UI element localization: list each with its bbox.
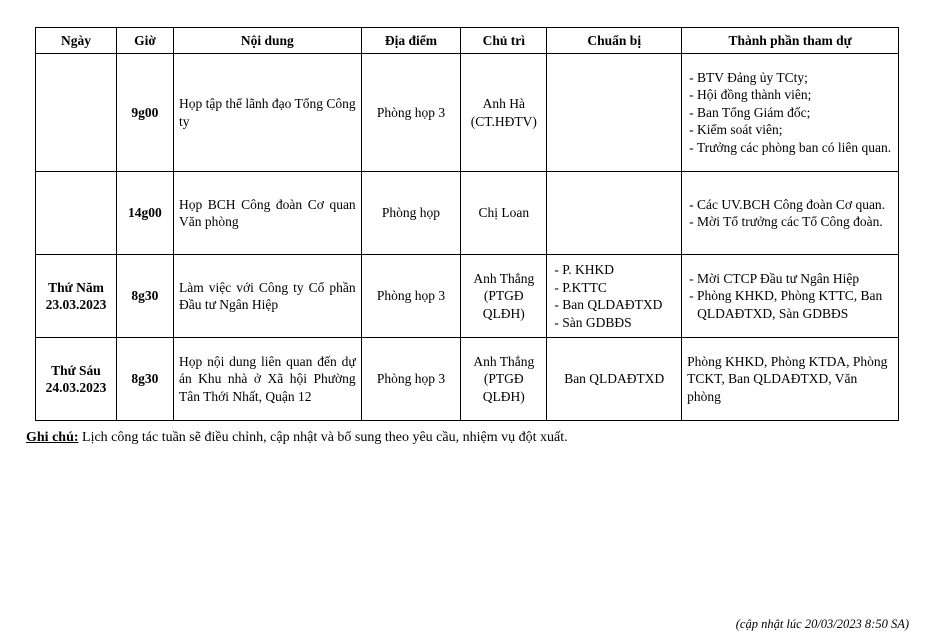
list-item: - Mời CTCP Đầu tư Ngân Hiệp (687, 270, 893, 288)
header-chair: Chủ trì (461, 28, 547, 54)
header-content: Nội dung (173, 28, 361, 54)
header-attendees: Thành phần tham dự (682, 28, 899, 54)
header-prep: Chuẩn bị (547, 28, 682, 54)
list-item: - Trưởng các phòng ban có liên quan. (687, 139, 893, 157)
day-cell (36, 54, 117, 172)
list-item: - BTV Đảng ủy TCty; (687, 69, 893, 87)
header-place: Địa điểm (361, 28, 461, 54)
chair-cell: Anh Thắng (PTGĐ QLĐH) (461, 255, 547, 338)
prep-cell (547, 172, 682, 255)
time-cell: 8g30 (116, 338, 173, 421)
table-row (36, 255, 899, 338)
table-header-row (36, 28, 899, 54)
content-cell: Họp nội dung liên quan đến dự án Khu nhà ở Xã hội Phường Tân Thới Nhất, Quận 12 (173, 338, 361, 421)
list-item: - P.KTTC (552, 279, 676, 297)
chair-cell: Anh Thắng (PTGĐ QLĐH) (461, 338, 547, 421)
content-cell: Họp tập thể lãnh đạo Tổng Công ty (173, 54, 361, 172)
place-cell: Phòng họp 3 (361, 54, 461, 172)
list-item: - Ban Tổng Giám đốc; (687, 104, 893, 122)
day-cell: Thứ Sáu 24.03.2023 (36, 338, 117, 421)
attendees-cell (682, 172, 899, 255)
header-day: Ngày (36, 28, 117, 54)
attendees-cell: Phòng KHKD, Phòng KTDA, Phòng TCKT, Ban QLDAĐTXD, Văn phòng (682, 338, 899, 421)
prep-cell (547, 255, 682, 338)
table-row (36, 338, 899, 421)
place-cell: Phòng họp 3 (361, 338, 461, 421)
list-item: - Các UV.BCH Công đoàn Cơ quan. (687, 196, 893, 214)
list-item: - Hội đồng thành viên; (687, 86, 893, 104)
updated-timestamp: (cập nhật lúc 20/03/2023 8:50 SA) (735, 617, 909, 631)
attendees-cell (682, 255, 899, 338)
chair-cell: Chị Loan (461, 172, 547, 255)
day-cell (36, 172, 117, 255)
content-cell: Họp BCH Công đoàn Cơ quan Văn phòng (173, 172, 361, 255)
list-item: - Ban QLDAĐTXD (552, 296, 676, 314)
content-cell: Làm việc với Công ty Cổ phần Đầu tư Ngân Hiệp (173, 255, 361, 338)
header-time: Giờ (116, 28, 173, 54)
place-cell: Phòng họp 3 (361, 255, 461, 338)
footnote-label: Ghi chú: (26, 430, 79, 445)
list-item: - Phòng KHKD, Phòng KTTC, Ban QLDAĐTXD, Sàn GDBĐS (687, 287, 893, 322)
table-row (36, 172, 899, 255)
list-item: - P. KHKD (552, 261, 676, 279)
table-row (36, 54, 899, 172)
time-cell: 9g00 (116, 54, 173, 172)
list-item: - Sàn GDBĐS (552, 314, 676, 332)
prep-cell: Ban QLDAĐTXD (547, 338, 682, 421)
attendees-cell (682, 54, 899, 172)
schedule-table (35, 27, 899, 421)
footnote (26, 430, 568, 446)
list-item: - Kiểm soát viên; (687, 121, 893, 139)
footnote-text: Lịch công tác tuần sẽ điều chỉnh, cập nhật và bổ sung theo yêu cầu, nhiệm vụ đột xuất. (78, 430, 568, 445)
prep-cell (547, 54, 682, 172)
day-cell: Thứ Năm 23.03.2023 (36, 255, 117, 338)
time-cell: 8g30 (116, 255, 173, 338)
list-item: - Mời Tổ trưởng các Tổ Công đoàn. (687, 213, 893, 231)
chair-cell: Anh Hà (CT.HĐTV) (461, 54, 547, 172)
place-cell: Phòng họp (361, 172, 461, 255)
time-cell: 14g00 (116, 172, 173, 255)
